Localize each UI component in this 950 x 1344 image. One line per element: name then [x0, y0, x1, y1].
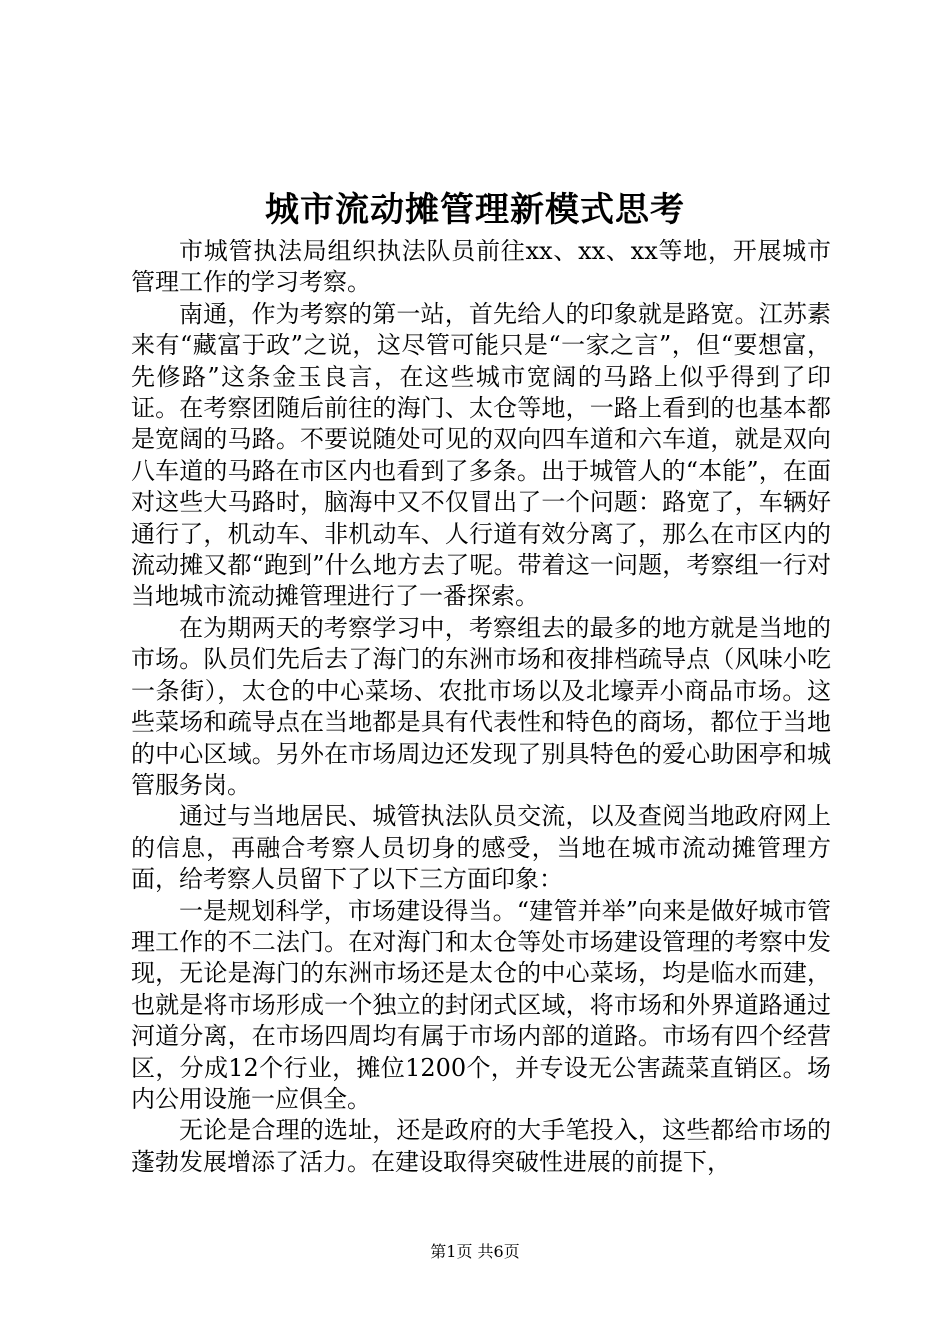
paragraph: 在为期两天的考察学习中，考察组去的最多的地方就是当地的市场。队员们先后去了海门的东洲市场和夜排档疏导点（风味小吃一条街），太仓的中心菜场、农批市场以及北壕弄小商品市场。这些菜场和疏导点在当地都是具有代表性和特色的商场，都位于当地的中心区域。另外在市场周边还发现了别具特色的爱心助困亭和城管服务岗。	[131, 613, 831, 799]
paragraph: 无论是合理的选址，还是政府的大手笔投入，这些都给市场的蓬勃发展增添了活力。在建设取得突破性进展的前提下，	[131, 1116, 831, 1176]
page-footer: 第1页 共6页	[430, 1242, 520, 1261]
paragraph: 一是规划科学，市场建设得当。“建管并举”向来是做好城市管理工作的不二法门。在对海门和太仓等处市场建设管理的考察中发现，无论是海门的东洲市场还是太仓的中心菜场，均是临水而建，也就是将市场形成一个独立的封闭式区域，将市场和外界道路通过河道分离，在市场四周均有属于市场内部的道路。市场有四个经营区，分成12个行业，摊位1200个，并专设无公害蔬菜直销区。场内公用设施一应俱全。	[131, 896, 831, 1113]
document-title: 城市流动摊管理新模式思考	[265, 190, 685, 230]
document-body	[131, 236, 831, 1178]
paragraph: 通过与当地居民、城管执法队员交流，以及查阅当地政府网上的信息，再融合考察人员切身的感受，当地在城市流动摊管理方面，给考察人员留下了以下三方面印象：	[131, 802, 831, 894]
paragraph: 市城管执法局组织执法队员前往xx、xx、xx等地，开展城市管理工作的学习考察。	[131, 237, 831, 297]
paragraph: 南通，作为考察的第一站，首先给人的印象就是路宽。江苏素来有“藏富于政”之说，这尽管可能只是“一家之言”，但“要想富，先修路”这条金玉良言，在这些城市宽阔的马路上似乎得到了印证。在考察团随后前往的海门、太仓等地，一路上看到的也基本都是宽阔的马路。不要说随处可见的双向四车道和六车道，就是双向八车道的马路在市区内也看到了多条。出于城管人的“本能”，在面对这些大马路时，脑海中又不仅冒出了一个问题：路宽了，车辆好通行了，机动车、非机动车、人行道有效分离了，那么在市区内的流动摊又都“跑到”什么地方去了呢。带着这一问题，考察组一行对当地城市流动摊管理进行了一番探索。	[131, 299, 831, 611]
